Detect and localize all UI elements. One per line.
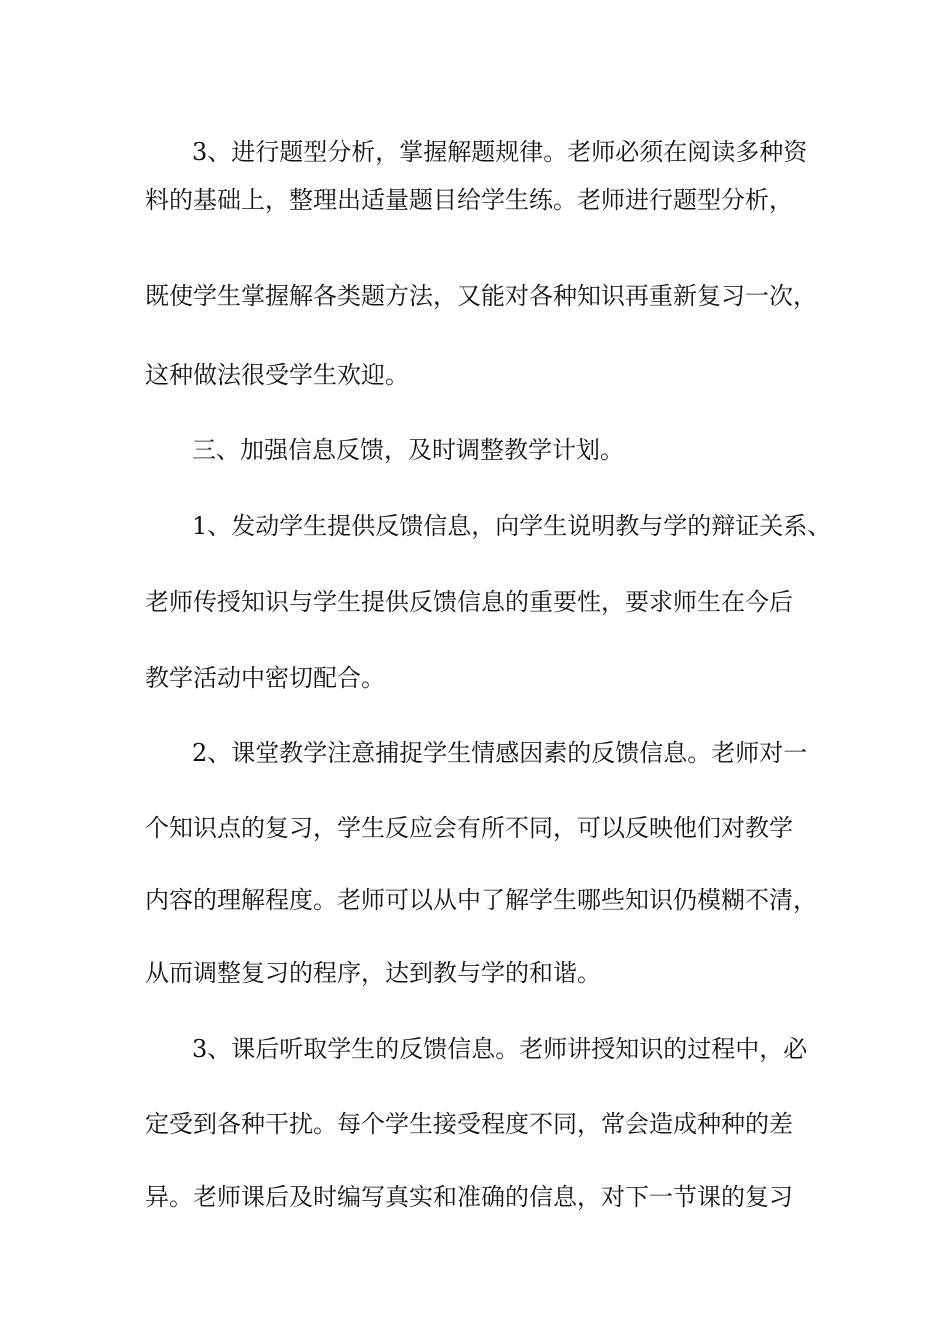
section-heading: 三、加强信息反馈，及时调整教学计划。 (192, 436, 624, 464)
paragraph-1-line-3: 既使学生掌握解各类题方法，又能对各种知识再重新复习一次， (145, 282, 817, 310)
paragraph-4-line-2: 定受到各种干扰。每个学生接受程度不同，常会造成种种的差 (145, 1110, 793, 1138)
paragraph-1-line-4: 这种做法很受学生欢迎。 (145, 361, 409, 389)
paragraph-2-line-3: 教学活动中密切配合。 (145, 664, 385, 692)
paragraph-4-line-1: 3、课后听取学生的反馈信息。老师讲授知识的过程中，必 (192, 1035, 808, 1063)
paragraph-3-line-1: 2、课堂教学注意捕捉学生情感因素的反馈信息。老师对一 (192, 739, 808, 767)
paragraph-3-line-3: 内容的理解程度。老师可以从中了解学生哪些知识仍模糊不清， (145, 886, 817, 914)
paragraph-4-line-3: 异。老师课后及时编写真实和准确的信息，对下一节课的复习 (145, 1183, 793, 1211)
paragraph-3-line-2: 个知识点的复习，学生反应会有所不同，可以反映他们对教学 (145, 814, 793, 842)
paragraph-2-line-1: 1、发动学生提供反馈信息，向学生说明教与学的辩证关系、 (192, 512, 832, 540)
paragraph-2-line-2: 老师传授知识与学生提供反馈信息的重要性，要求师生在今后 (145, 588, 793, 616)
paragraph-3-line-4: 从而调整复习的程序，达到教与学的和谐。 (145, 959, 601, 987)
paragraph-1-line-2: 料的基础上，整理出适量题目给学生练。老师进行题型分析， (145, 186, 793, 214)
paragraph-1-line-1: 3、进行题型分析，掌握解题规律。老师必须在阅读多种资 (192, 138, 808, 166)
